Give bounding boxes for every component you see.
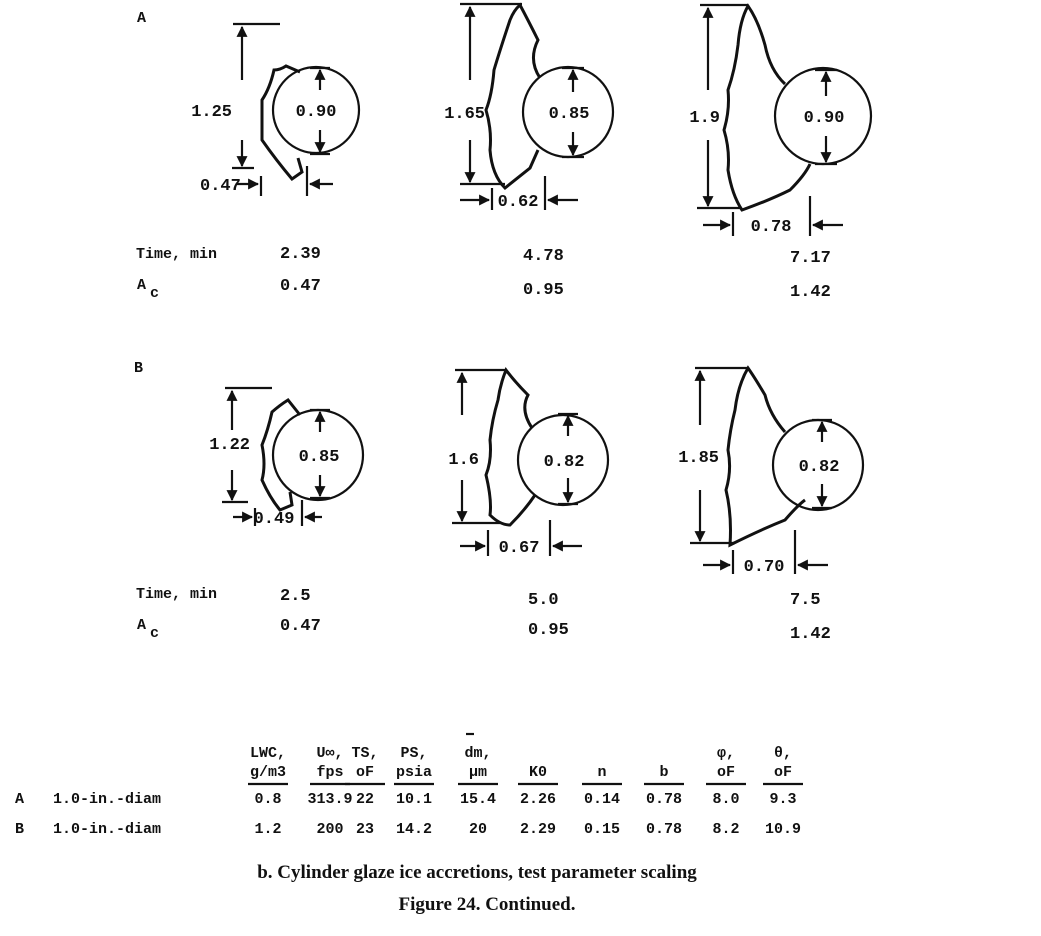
table-cell: 10.1: [395, 791, 433, 808]
column-header-unit: oF: [355, 764, 375, 781]
column-header-unit: fps: [316, 764, 344, 781]
height-label: 1.9: [689, 109, 720, 128]
table-cell: 0.78: [645, 821, 683, 838]
row-a: [136, 4, 871, 302]
column-header-unit: n: [597, 764, 607, 781]
time-value: 4.78: [523, 247, 564, 266]
time-value: 7.17: [790, 249, 831, 268]
column-header-unit: psia: [395, 764, 433, 781]
table-cell: 2.29: [519, 821, 557, 838]
table-cell: 200: [316, 821, 344, 838]
width-label: 0.49: [253, 510, 295, 529]
table-cell: 8.2: [712, 821, 740, 838]
accretion-b1: [209, 388, 363, 529]
table-cell: 1.2: [254, 821, 282, 838]
diameter-label: 0.82: [798, 458, 840, 477]
ac-value: 1.42: [790, 283, 831, 302]
time-label: Time, min: [136, 246, 218, 263]
time-value: 5.0: [528, 591, 559, 610]
height-label: 1.85: [678, 449, 719, 468]
column-header-top: TS,: [351, 745, 379, 762]
row-id: A: [15, 791, 25, 808]
ac-value: 0.47: [280, 277, 321, 296]
ac-label: A: [137, 617, 147, 634]
time-value: 2.39: [280, 245, 321, 264]
row-b: [134, 360, 863, 644]
table-cell: 22: [355, 791, 375, 808]
accretion-a1: [191, 24, 359, 196]
column-header-top: θ,: [773, 745, 793, 762]
column-header-unit: b: [659, 764, 669, 781]
diameter-label: 0.85: [298, 448, 340, 467]
diameter-label: 0.82: [543, 453, 585, 472]
width-label: 0.62: [497, 193, 539, 212]
time-value: 7.5: [790, 591, 821, 610]
column-header-unit: oF: [773, 764, 793, 781]
table-cell: 0.78: [645, 791, 683, 808]
width-label: 0.78: [750, 218, 792, 237]
column-header-top: LWC,: [249, 745, 287, 762]
height-label: 1.25: [191, 103, 232, 122]
table-cell: 313.9: [307, 791, 353, 808]
ac-subscript: c: [150, 625, 160, 642]
table-cell: 14.2: [395, 821, 433, 838]
column-header-unit: μm: [468, 764, 488, 781]
table-cell: 0.15: [583, 821, 621, 838]
width-label: 0.70: [743, 558, 785, 577]
accretion-a3: [689, 5, 871, 237]
ice-shape: [724, 6, 810, 210]
figure-subtitle: b. Cylinder glaze ice accretions, test parameter scaling: [257, 862, 697, 883]
ac-value: 1.42: [790, 625, 831, 644]
row-label: A: [137, 10, 147, 27]
ice-shape: [486, 5, 540, 188]
column-header-top: φ,: [716, 745, 736, 762]
diameter-label: 0.90: [803, 109, 845, 128]
table-cell: 0.8: [254, 791, 282, 808]
ac-value: 0.95: [528, 621, 569, 640]
figure-caption: Figure 24. Continued.: [398, 894, 576, 915]
row-id: B: [15, 821, 25, 838]
table-cell: 2.26: [519, 791, 557, 808]
column-header-top: dm,: [464, 745, 492, 762]
diameter-label: 0.90: [295, 103, 337, 122]
column-header-top: PS,: [400, 745, 428, 762]
column-header-unit: oF: [716, 764, 736, 781]
time-label: Time, min: [136, 586, 218, 603]
ice-shape: [486, 370, 535, 525]
ac-value: 0.95: [523, 281, 564, 300]
ac-label: A: [137, 277, 147, 294]
table-cell: 8.0: [712, 791, 740, 808]
table-cell: 20: [468, 821, 488, 838]
table-cell: 10.9: [764, 821, 802, 838]
row-label: B: [134, 360, 144, 377]
height-label: 1.6: [448, 451, 479, 470]
height-label: 1.65: [444, 105, 485, 124]
column-header-unit: K0: [528, 764, 548, 781]
time-value: 2.5: [280, 587, 311, 606]
table-cell: 23: [355, 821, 375, 838]
ice-shape: [726, 368, 805, 545]
table-cell: 15.4: [459, 791, 497, 808]
ac-value: 0.47: [280, 617, 321, 636]
column-header-unit: g/m3: [249, 764, 287, 781]
table-cell: 0.14: [583, 791, 621, 808]
height-label: 1.22: [209, 436, 250, 455]
width-label: 0.67: [498, 539, 540, 558]
width-label: 0.47: [200, 177, 241, 196]
diameter-label: 0.85: [548, 105, 590, 124]
accretion-b3: [678, 368, 863, 577]
table-cell: 9.3: [769, 791, 797, 808]
column-header-top: U∞,: [316, 745, 344, 762]
accretion-b2: [448, 370, 608, 558]
row-description: 1.0-in.-diam: [53, 791, 162, 808]
accretion-a2: [444, 4, 613, 212]
parameter-table: [15, 734, 803, 838]
ac-subscript: c: [150, 285, 160, 302]
row-description: 1.0-in.-diam: [53, 821, 162, 838]
